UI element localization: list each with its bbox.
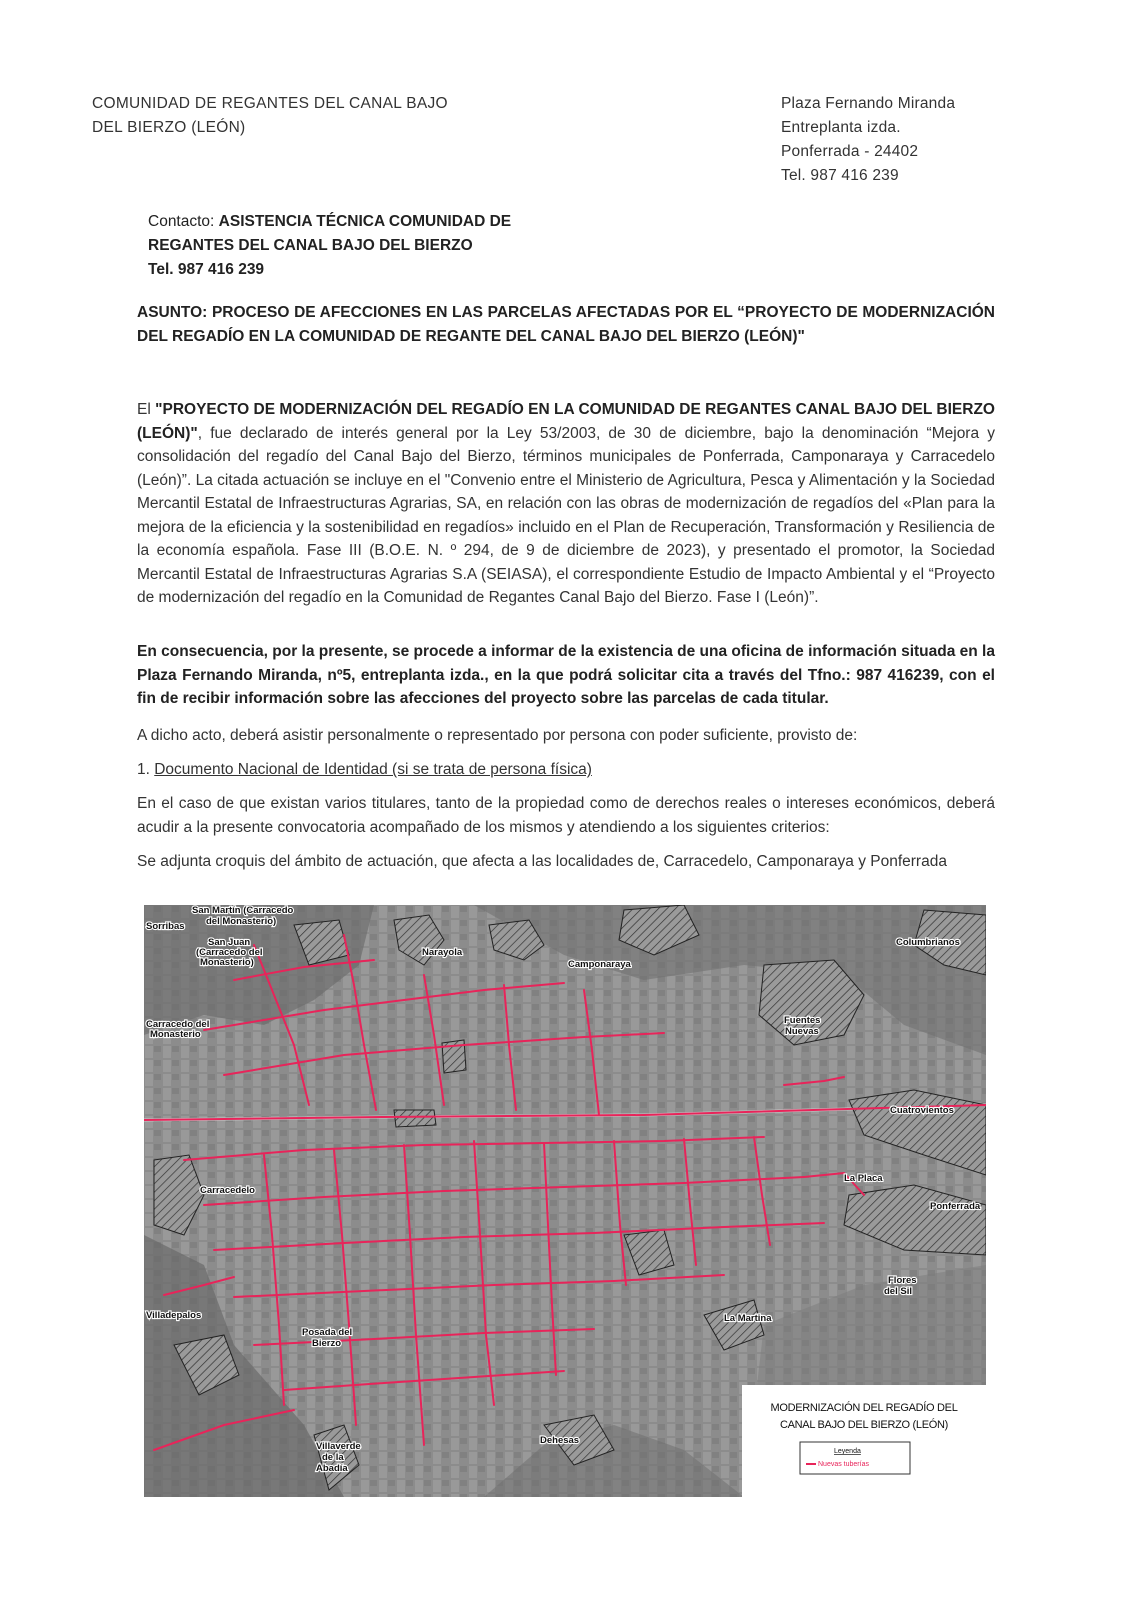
body-paragraph-3: A dicho acto, deberá asistir personalmente o representado por persona con poder suficiente, provisto de: — [137, 727, 858, 744]
label-dehesas: Dehesas — [540, 1435, 580, 1446]
address-line-2: Entreplanta izda. — [781, 119, 901, 136]
contact-block — [148, 210, 511, 282]
label-la-martina: La Martina — [724, 1313, 772, 1324]
map-title-line-1: MODERNIZACIÓN DEL REGADÍO DEL — [770, 1402, 958, 1414]
address-line-4: Tel. 987 416 239 — [781, 167, 899, 184]
body-paragraph-5: En el caso de que existan varios titulares, tanto de la propiedad como de derechos reales o intereses económicos, deberá acudir a la presente convocatoria acompañado de los mismos y atendiendo a los siguientes criterios: — [137, 795, 995, 836]
address-block — [781, 92, 955, 188]
label-ponferrada: Ponferrada — [930, 1201, 981, 1212]
contact-label: Contacto: — [148, 213, 219, 230]
map-legend-box — [800, 1442, 910, 1474]
label-fuentes-1: Fuentes — [784, 1015, 821, 1026]
requirement-item-1 — [137, 758, 995, 782]
address-line-1: Plaza Fernando Miranda — [781, 95, 956, 112]
contact-name-line-1: ASISTENCIA TÉCNICA COMUNIDAD DE — [218, 213, 512, 230]
label-flores-2: del Sil — [884, 1286, 912, 1297]
requirement-dni: Documento Nacional de Identidad (si se trata de persona física) — [154, 761, 592, 778]
project-map — [144, 905, 986, 1497]
label-sorribas: Sorribas — [146, 921, 185, 932]
body-paragraph-2: En consecuencia, por la presente, se procede a informar de la existencia de una oficina de información situada en la Plaza Fernando Miranda, nº5, entreplanta izda., en la que podrá solicitar cita a través del Tfno.: 987 416239, con el fin de recibir información sobre las afecciones del proyecto sobre las parcelas de cada titular. — [137, 643, 995, 707]
label-villaverde-2: de la — [322, 1452, 344, 1463]
label-la-placa: La Placa — [844, 1173, 883, 1184]
sender-line-1: COMUNIDAD DE REGANTES DEL CANAL BAJO — [92, 95, 448, 112]
p1-prefix: El — [137, 401, 156, 418]
label-san-juan-2: (Carracedo del — [196, 947, 263, 958]
map-legend-item: Nuevas tuberías — [818, 1461, 869, 1468]
label-san-martin-1: San Martín (Carracedo — [192, 905, 294, 916]
sender-block — [92, 92, 448, 140]
requirement-number: 1. — [137, 761, 155, 778]
map-legend-title: Leyenda — [834, 1448, 861, 1455]
label-san-juan-1: San Juan — [208, 937, 251, 948]
label-san-martin-2: del Monasterio) — [206, 916, 277, 927]
map-title-line-2: CANAL BAJO DEL BIERZO (LEÓN) — [779, 1419, 949, 1431]
label-fuentes-2: Nuevas — [785, 1026, 819, 1037]
body-paragraph-6: Se adjunta croquis del ámbito de actuación, que afecta a las localidades de, Carracedelo, Camponaraya y Ponferrada — [137, 853, 947, 870]
label-villadepalos: Villadepalos — [146, 1310, 202, 1321]
p1-text: , fue declarado de interés general por la Ley 53/2003, de 30 de diciembre, bajo la denominación “Mejora y consolidación del regadío del Canal Bajo del Bierzo, términos municipales de Ponferrada, Camponaraya y Carracedelo (León)”. La citada actuación se incluye en el "Convenio entre el Ministerio de Agricultura, Pesca y Alimentación y la Sociedad Mercantil Estatal de Infraestructuras Agrarias, SA, en relación con las obras de modernización de regadíos del «Plan para la mejora de la eficiencia y la sostenibilidad en regadíos» incluido en el Plan de Recuperación, Transformación y Resiliencia de la economía española. Fase III (B.O.E. N. º 294, de 9 de diciembre de 2023), y presentado el promotor, la Sociedad Mercantil Estatal de Infraestructuras Agrarias S.A (SEIASA), el correspondiente Estudio de Impacto Ambiental y el “Proyecto de modernización del regadío en la Comunidad de Regantes Canal Bajo del Bierzo. Fase I (León)”. — [137, 424, 995, 606]
body-paragraph-1 — [137, 398, 995, 610]
label-cuatrovientos: Cuatrovientos — [890, 1105, 954, 1116]
label-villaverde-1: Villaverde — [316, 1441, 361, 1452]
label-camponaraya: Camponaraya — [568, 959, 631, 970]
label-san-juan-3: Monasterio) — [200, 957, 254, 968]
contact-phone: Tel. 987 416 239 — [148, 261, 265, 278]
subject-heading: ASUNTO: PROCESO DE AFECCIONES EN LAS PARCELAS AFECTADAS POR EL “PROYECTO DE MODERNIZACIÓN DEL REGADÍO EN LA COMUNIDAD DE REGANTE DEL CANAL BAJO DEL BIERZO (LEÓN)" — [137, 304, 995, 345]
label-villaverde-3: Abadía — [316, 1463, 348, 1474]
label-carracedelo: Carracedelo — [200, 1185, 255, 1196]
label-narayola: Narayola — [422, 947, 463, 958]
label-carracedo-2: Monasterio — [150, 1029, 201, 1040]
p1-project-name: "PROYECTO DE MODERNIZACIÓN DEL REGADÍO EN LA COMUNIDAD DE REGANTES CANAL BAJO DEL BIERZO (LEÓN)" — [137, 401, 995, 442]
sender-line-2: DEL BIERZO (LEÓN) — [92, 119, 246, 136]
contact-name-line-2: REGANTES DEL CANAL BAJO DEL BIERZO — [148, 237, 473, 254]
label-carracedo-1: Carracedo del — [146, 1019, 210, 1030]
label-posada-1: Posada del — [302, 1327, 353, 1338]
label-columbrianos: Columbrianos — [896, 937, 960, 948]
label-flores-1: Flores — [888, 1275, 917, 1286]
label-posada-2: Bierzo — [312, 1338, 342, 1349]
address-line-3: Ponferrada - 24402 — [781, 143, 919, 160]
